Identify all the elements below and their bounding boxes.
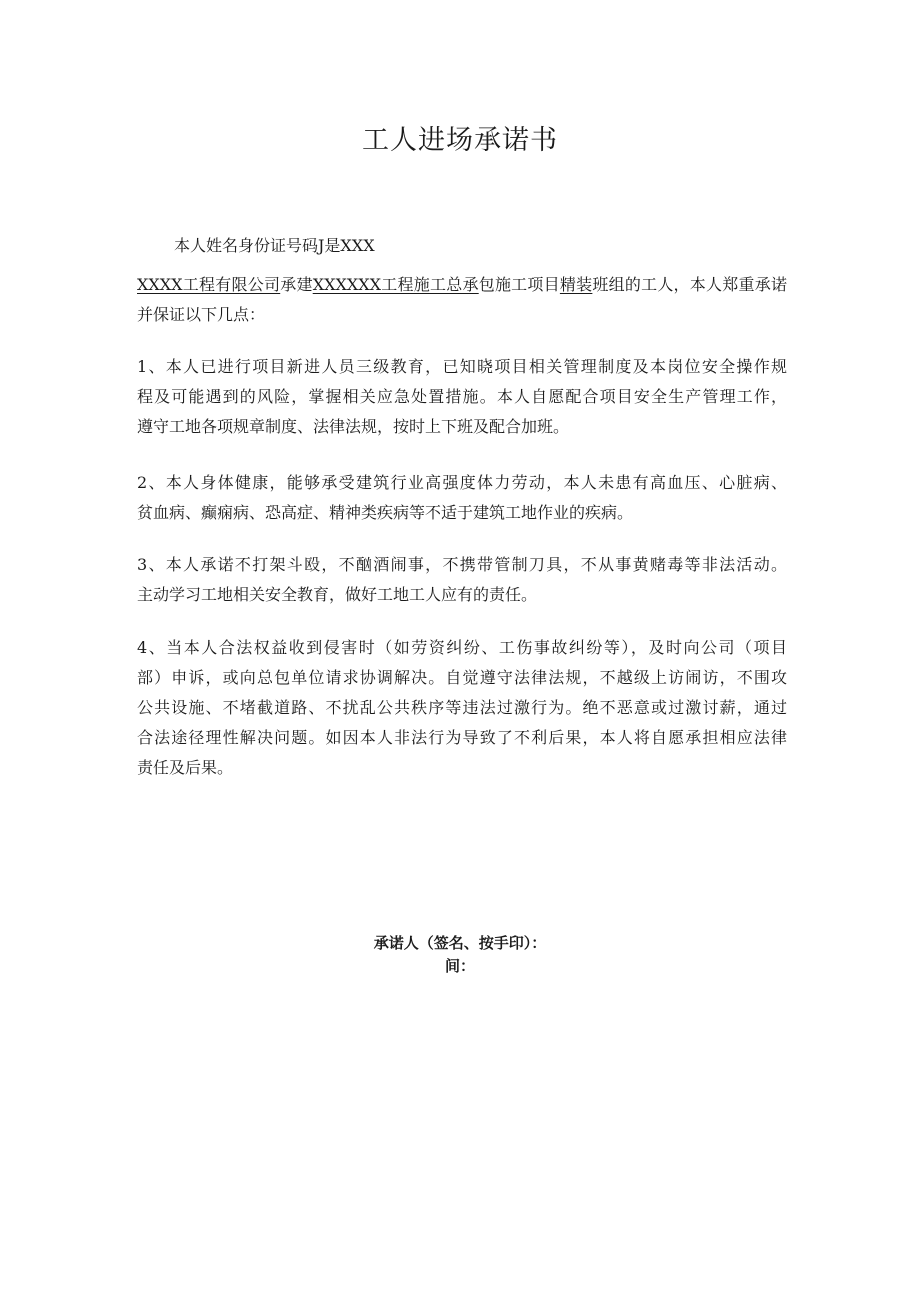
item-1-line: 1、本人已进行项目新进人员三级教育，已知晓项目相关管理制度及本岗位安全操作规: [137, 357, 787, 376]
team-name: 精装: [559, 275, 593, 294]
item-2-line: 2、本人身体健康，能够承受建筑行业高强度体力劳动，本人未患有高血压、心脏病、: [137, 473, 787, 492]
intro-paragraph: [137, 270, 787, 330]
intro-line-1: 本人姓名身份证号码J是XXX: [174, 236, 375, 255]
item-3-line: 主动学习工地相关安全教育，做好工地工人应有的责任。: [137, 585, 538, 604]
item-4-line: 合法途径理性解决问题。如因本人非法行为导致了不利后果，本人将自愿承担相应法律: [137, 728, 787, 747]
item-2-line: 贫血病、癫痫病、恐高症、精神类疾病等不适于建筑工地作业的疾病。: [137, 503, 634, 522]
intro-line-2: [137, 270, 787, 300]
contract-text: 包施工项目: [478, 275, 560, 294]
intro-rest-text: 班组的工人，本人郑重承诺: [592, 275, 787, 294]
builds-text: 承建: [280, 275, 313, 294]
signature-label: 承诺人（签名、按手印）：: [373, 934, 547, 952]
item-1-line: 遵守工地各项规章制度、法律法规，按时上下班及配合加班。: [137, 417, 570, 436]
item-4-line: 公共设施、不堵截道路、不扰乱公共秩序等违法过激行为。绝不恶意或过激讨薪，通过: [137, 698, 787, 717]
item-4-line: 4、当本人合法权益收到侵害时（如劳资纠纷、工伤事故纠纷等），及时向公司（项目: [137, 638, 787, 657]
item-1-line: 程及可能遇到的风险，掌握相关应急处置措施。本人自愿配合项目安全生产管理工作，: [137, 387, 787, 406]
commitment-item-4: [137, 633, 787, 783]
item-4-line: 部）申诉，或向总包单位请求协调解决。自觉遵守法律法规，不越级上访闹访，不围攻: [137, 668, 787, 687]
intro-line-3: 并保证以下几点：: [137, 305, 266, 324]
item-3-line: 3、本人承诺不打架斗殴，不酗酒闹事，不携带管制刀具，不从事黄赌毒等非法活动。: [137, 555, 787, 574]
commitment-item-3: [137, 550, 787, 610]
commitment-item-1: [137, 352, 787, 442]
commitment-item-2: [137, 468, 787, 528]
company-name: XXXX工程有限公司: [137, 275, 281, 294]
item-4-line: 责任及后果。: [137, 758, 234, 777]
document-title: 工人进场承诺书: [362, 125, 558, 156]
signature-date-label: 间：: [444, 957, 475, 975]
project-name: XXXXXX工程施工总承: [312, 275, 479, 294]
